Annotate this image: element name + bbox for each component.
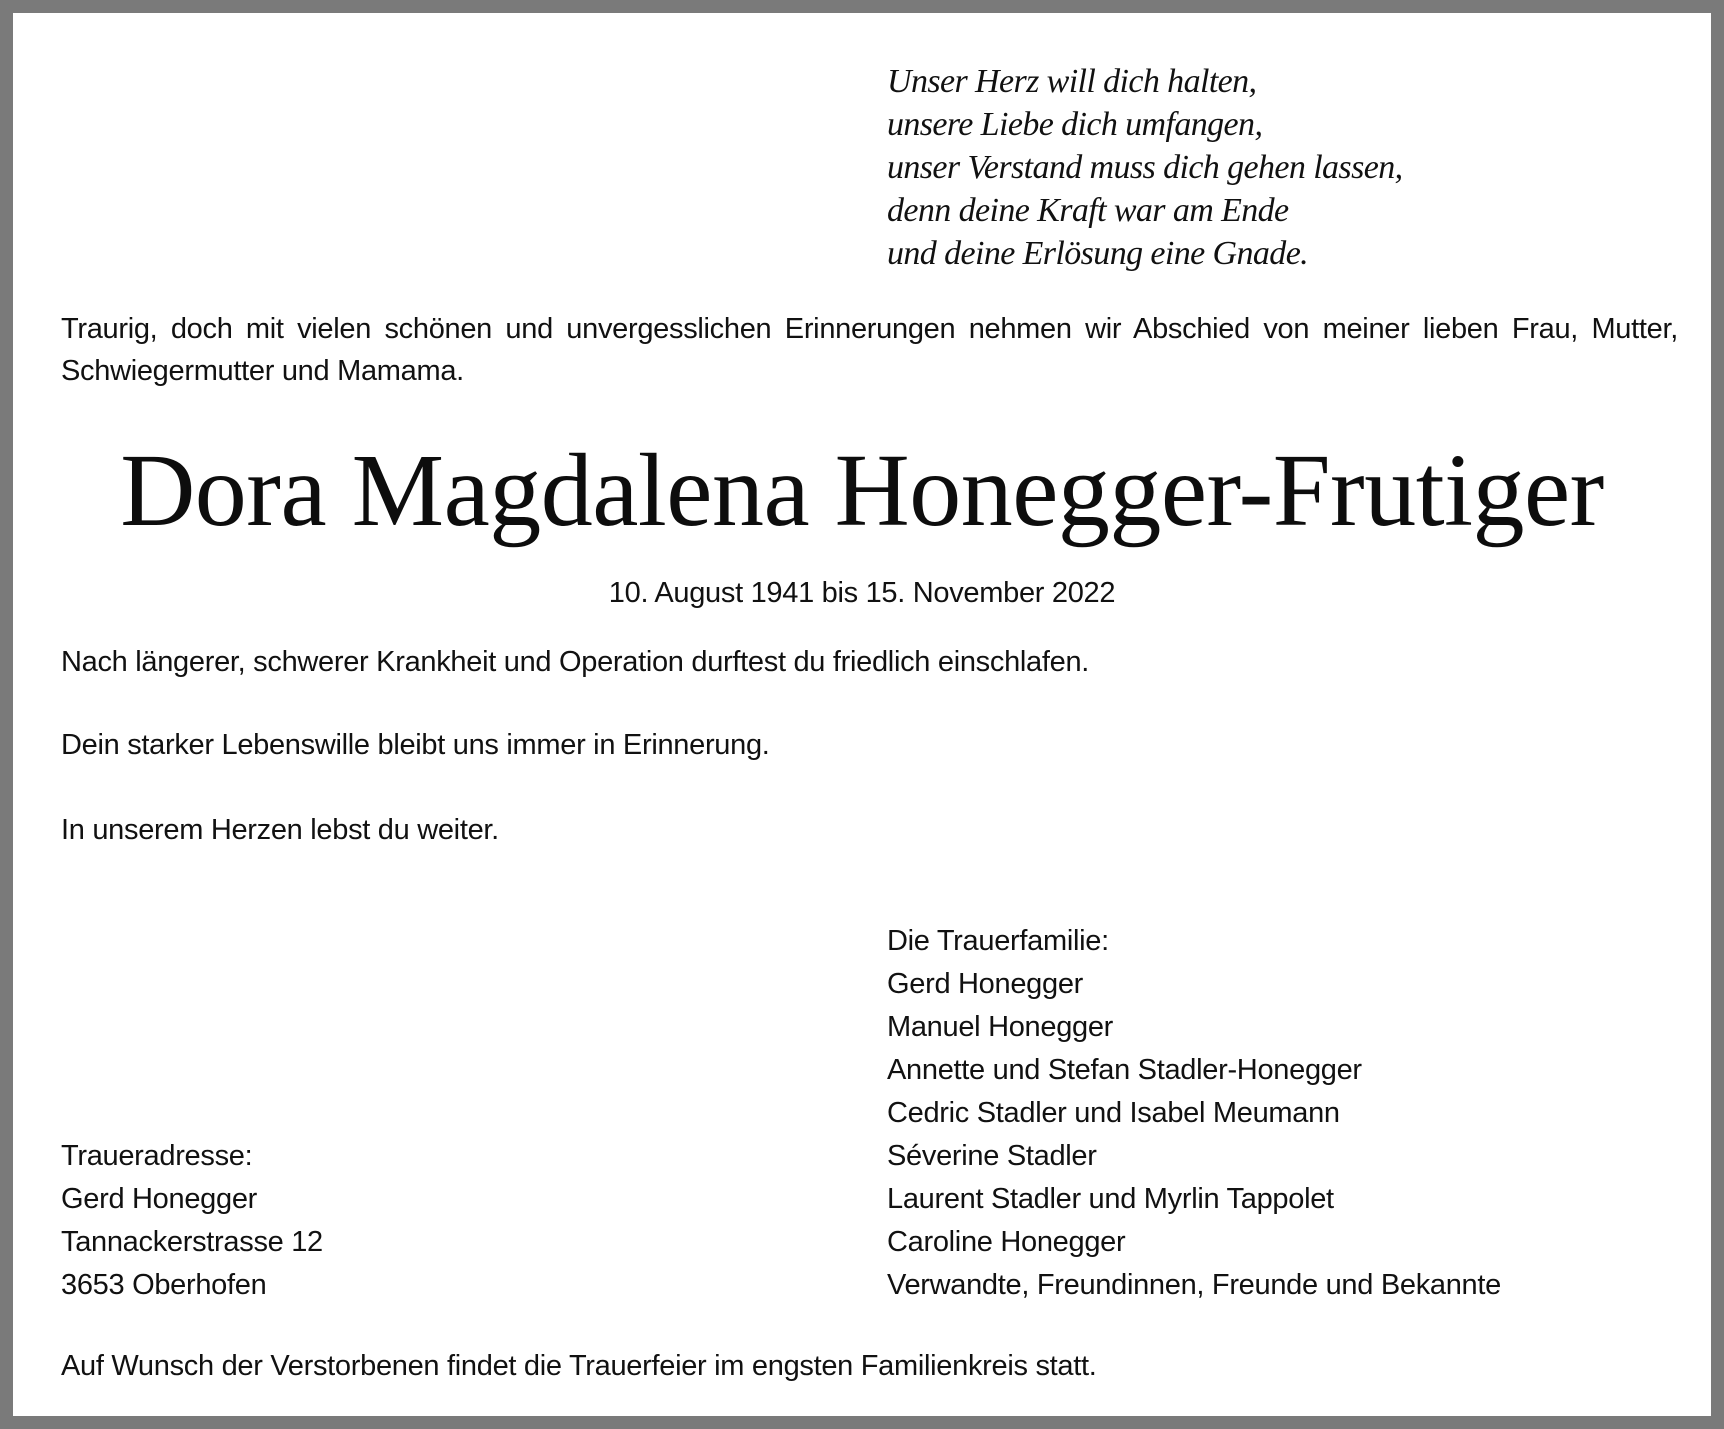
poem-line: Unser Herz will dich halten, (887, 63, 1257, 100)
intro-text: Traurig, doch mit vielen schönen und unvergesslichen Erinnerungen nehmen wir Abschied von meiner lieben Frau, Mutter, Schwiegermutter und Mamama. (61, 313, 1678, 387)
family-member: Annette und Stefan Stadler-Honegger (887, 1054, 1362, 1086)
family-member: Cedric Stadler und Isabel Meumann (887, 1097, 1340, 1129)
deceased-name: Dora Magdalena Honegger-Frutiger (120, 433, 1604, 548)
family-heading: Die Trauerfamilie: (887, 925, 1109, 957)
family-member: Caroline Honegger (887, 1226, 1126, 1258)
mourning-family (887, 920, 1501, 1307)
poem-line: und deine Erlösung eine Gnade. (887, 235, 1309, 272)
obituary-notice (13, 13, 1711, 1416)
family-member: Gerd Honegger (887, 968, 1083, 1000)
family-member: Manuel Honegger (887, 1011, 1114, 1043)
address-name: Gerd Honegger (61, 1183, 257, 1215)
paragraph-illness: Nach längerer, schwerer Krankheit und Operation durftest du friedlich einschlafen. (61, 646, 1090, 678)
address-street: Tannackerstrasse 12 (61, 1226, 323, 1258)
mourning-address (61, 1135, 323, 1307)
address-heading: Traueradresse: (61, 1140, 253, 1172)
family-member: Séverine Stadler (887, 1140, 1097, 1172)
closing-text: Auf Wunsch der Verstorbenen findet die Trauerfeier im engsten Familienkreis statt. (61, 1350, 1097, 1382)
family-member: Verwandte, Freundinnen, Freunde und Bekannte (887, 1269, 1501, 1301)
address-city: 3653 Oberhofen (61, 1269, 267, 1301)
poem-line: denn deine Kraft war am Ende (887, 192, 1289, 229)
family-member: Laurent Stadler und Myrlin Tappolet (887, 1183, 1334, 1215)
poem-line: unsere Liebe dich umfangen, (887, 106, 1263, 143)
life-dates: 10. August 1941 bis 15. November 2022 (608, 577, 1116, 609)
paragraph-memory: Dein starker Lebenswille bleibt uns immer in Erinnerung. (61, 729, 770, 761)
poem (887, 60, 1403, 275)
paragraph-heart: In unserem Herzen lebst du weiter. (61, 814, 499, 846)
poem-line: unser Verstand muss dich gehen lassen, (887, 149, 1403, 186)
